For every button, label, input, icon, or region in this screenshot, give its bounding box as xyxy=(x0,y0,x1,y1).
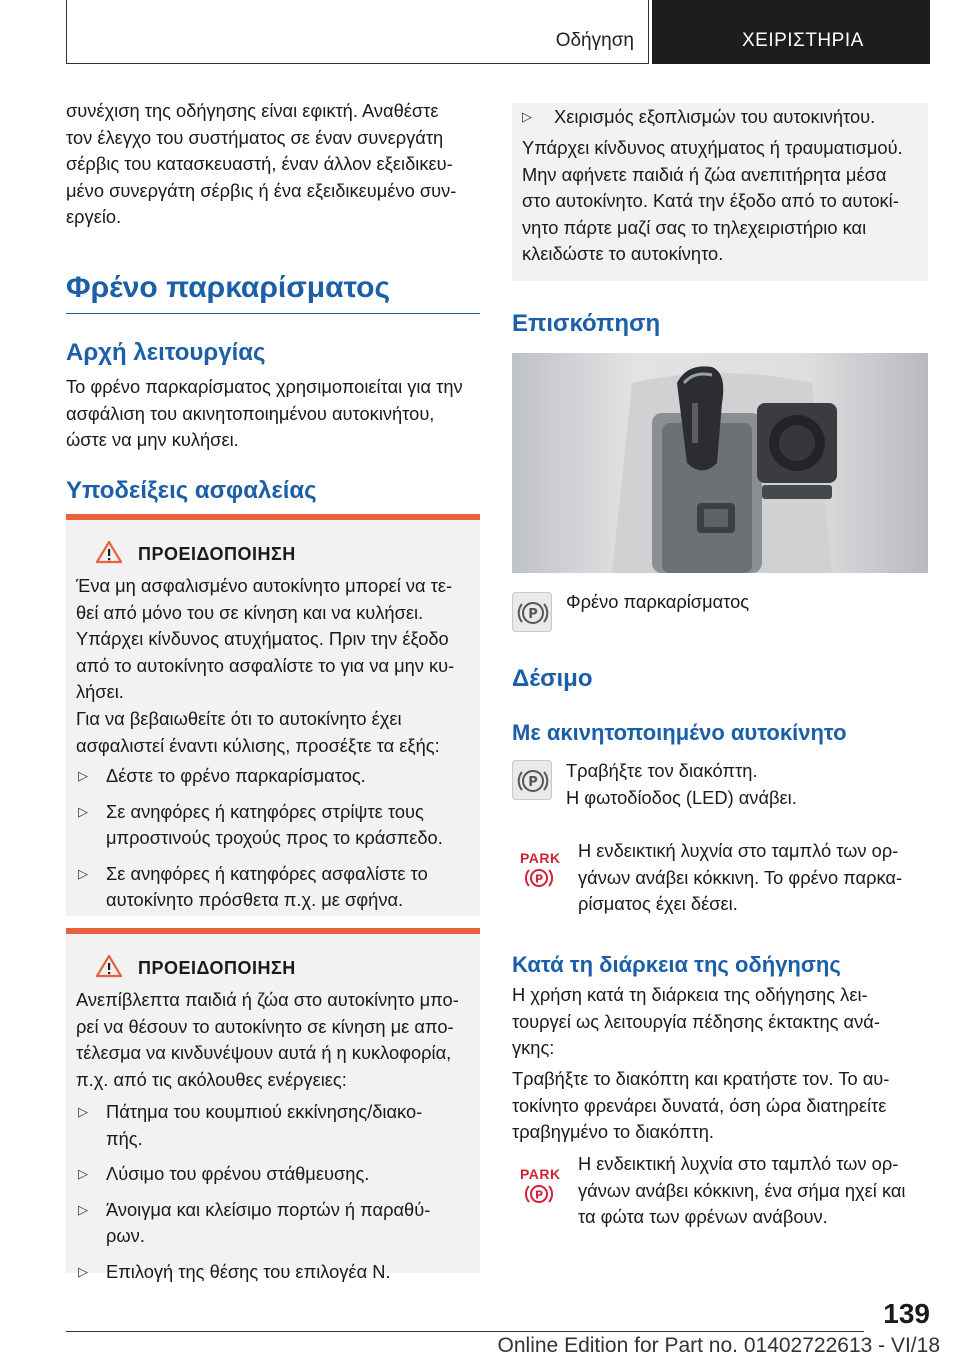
section-title: Φρένο παρκαρίσματος xyxy=(66,271,391,304)
text-line: π.χ. από τις ακόλουθες ενέργειες: xyxy=(76,1068,347,1090)
text-line: Η χρήση κατά τη διάρκεια της οδήγησης λει‐ xyxy=(512,984,868,1005)
bullet-text: μπροστινούς τροχούς προς το κράσπεδο. xyxy=(106,827,443,848)
text-line: λήσει. xyxy=(76,681,124,702)
warning-title-1: ΠΡΟΕΙΔΟΠΟΙΗΣΗ xyxy=(138,544,296,564)
text-line: τραβηγμένο το διακόπτη. xyxy=(512,1121,715,1142)
header-section: ΧΕΙΡΙΣΤΗΡΙΑ xyxy=(742,30,864,51)
text-line: Τραβήξτε τον διακόπτη. xyxy=(566,760,758,781)
bullet-text: Λύσιμο του φρένου στάθμευσης. xyxy=(106,1163,370,1184)
park-text-2 xyxy=(578,1151,928,1231)
svg-text:P: P xyxy=(528,775,538,790)
intro-paragraph xyxy=(66,98,480,231)
text-line: Τραβήξτε το διακόπτη και κρατήστε τον. Το αυ‐ xyxy=(512,1068,890,1089)
header-section-tab xyxy=(652,0,930,64)
text-line: ασφαλιστεί έναντι κύλισης, προσέξτε τα εξής: xyxy=(76,734,440,756)
bullet-text: Σε ανηφόρες ή κατηφόρες στρίψτε τους xyxy=(106,800,424,822)
warning-title-2: ΠΡΟΕΙΔΟΠΟΙΗΣΗ xyxy=(138,958,296,978)
text-line: Μην αφήνετε παιδιά ή ζώα ανεπιτήρητα μέσα xyxy=(522,163,887,185)
bullet-text: πής. xyxy=(106,1127,143,1149)
driving-text-1 xyxy=(512,982,928,1062)
bullet-text: Άνοιγμα και κλείσιμο πορτών ή παραθύ‐ xyxy=(106,1198,431,1220)
text-line: Ένα μη ασφαλισμένο αυτοκίνητο μπορεί να τε‐ xyxy=(76,575,453,596)
text-line: Η ενδεικτική λυχνία στο ταμπλό των ορ‐ xyxy=(578,840,899,861)
text-line: τουργεί ως λειτουργία πέδησης έκτακτης ανά‐ xyxy=(512,1010,880,1032)
apply-title: Δέσιμο xyxy=(512,665,593,692)
warning-text-2 xyxy=(66,987,480,1093)
stationary-text xyxy=(566,758,928,811)
text-line: γκης: xyxy=(512,1037,555,1058)
safety-title: Υποδείξεις ασφαλείας xyxy=(66,477,317,504)
warning-text-1 xyxy=(66,573,480,706)
text-line: νητο πάρτε μαζί σας το τηλεχειριστήριο και xyxy=(522,216,867,238)
parking-brake-switch-icon xyxy=(512,592,552,632)
driving-text-2 xyxy=(512,1066,928,1146)
bullet-text: ρων. xyxy=(106,1225,145,1246)
text-line: Για να βεβαιωθείτε ότι το αυτοκίνητο έχει xyxy=(76,708,402,729)
bullet-text: Επιλογή της θέσης του επιλογέα N. xyxy=(106,1260,391,1282)
warning-triangle-icon xyxy=(96,540,122,564)
driving-title: Κατά τη διάρκεια της οδήγησης xyxy=(512,952,841,977)
triangle-bullet-icon: ▷ xyxy=(78,768,88,783)
console-photo xyxy=(512,353,928,573)
parking-brake-switch-icon xyxy=(512,760,552,800)
text-line: γάνων ανάβει κόκκινη, ένα σήμα ηχεί και xyxy=(578,1179,906,1201)
triangle-bullet-icon: ▷ xyxy=(78,1166,88,1181)
triangle-bullet-icon: ▷ xyxy=(522,109,532,124)
park-indicator-icon: PARK P xyxy=(520,1166,561,1202)
warning-text-1b xyxy=(66,706,480,759)
bullet-text: Πάτημα του κουμπιού εκκίνησης/διακο‐ xyxy=(106,1101,423,1122)
text-line: συνέχιση της οδήγησης είναι εφικτή. Αναθέστε xyxy=(66,100,439,121)
park-text-1 xyxy=(578,838,928,918)
svg-text:P: P xyxy=(528,607,538,622)
bullet-text: αυτοκίνητο πρόσθετα π.χ. με σφήνα. xyxy=(106,889,404,910)
warning-triangle-icon xyxy=(96,954,122,978)
bullet-text: Δέστε το φρένο παρκαρίσματος. xyxy=(106,765,366,786)
page-number: 139 xyxy=(883,1298,930,1329)
photo-caption: Φρένο παρκαρίσματος xyxy=(566,591,750,612)
text-line: τέλεσμα να κινδυνέψουν αυτά ή η κυκλοφορία, xyxy=(76,1042,452,1063)
text-line: τα φώτα των φρένων ανάβουν. xyxy=(578,1206,828,1227)
text-line: εργείο. xyxy=(66,206,122,227)
section-rule xyxy=(66,313,480,314)
triangle-bullet-icon: ▷ xyxy=(78,803,88,819)
text-line: μένο συνεργάτη σέρβις ή ένα εξειδικευμένο συν‐ xyxy=(66,179,457,201)
header-chapter: Οδήγηση xyxy=(555,30,634,51)
text-line: ώστε να μην κυλήσει. xyxy=(66,429,239,450)
text-line: τον έλεγχο του συστήματος σε έναν συνεργάτη xyxy=(66,126,444,148)
header-chapter-tab xyxy=(66,0,649,64)
triangle-bullet-icon: ▷ xyxy=(78,865,88,881)
principle-text xyxy=(66,374,480,454)
footer-rule xyxy=(66,1331,864,1332)
stationary-title: Με ακινητοποιημένο αυτοκίνητο xyxy=(512,720,847,745)
text-line: στο αυτοκίνητο. Κατά την έξοδο από το αυτοκί‐ xyxy=(522,190,899,211)
text-line: κλειδώστε το αυτοκίνητο. xyxy=(522,243,724,264)
text-line: Ανεπίβλεπτα παιδιά ή ζώα στο αυτοκίνητο μπο‐ xyxy=(76,989,459,1010)
text-line: από το αυτοκίνητο ασφαλίστε το για να μην κυ‐ xyxy=(76,654,455,676)
park-indicator-icon: PARK P xyxy=(520,850,561,886)
bullet-text: Σε ανηφόρες ή κατηφόρες ασφαλίστε το xyxy=(106,862,428,884)
text-line: σέρβις του κατασκευαστή, έναν άλλον εξειδικευ‐ xyxy=(66,153,453,174)
text-line: Υπάρχει κίνδυνος ατυχήματος ή τραυματισμού. xyxy=(522,137,903,158)
svg-text:P: P xyxy=(534,872,544,886)
text-line: γάνων ανάβει κόκκινη. Το φρένο παρκα‐ xyxy=(578,866,903,888)
principle-title: Αρχή λειτουργίας xyxy=(66,339,266,366)
triangle-bullet-icon: ▷ xyxy=(78,1263,88,1279)
text-line: ασφάλιση του ακινητοποιημένου αυτοκινήτου, xyxy=(66,402,435,424)
text-line: τοκίνητο φρενάρει δυνατά, όση ώρα διατηρείτε xyxy=(512,1094,887,1116)
svg-text:P: P xyxy=(534,1188,544,1202)
text-line: ρίσματος έχει δέσει. xyxy=(578,893,738,914)
text-line: Το φρένο παρκαρίσματος χρησιμοποιείται για την xyxy=(66,376,463,397)
text-line: Υπάρχει κίνδυνος ατυχήματος. Πριν την έξοδο xyxy=(76,628,449,649)
text-line: θεί από μόνο του σε κίνηση και να κυλήσει. xyxy=(76,601,424,623)
footer-edition: Online Edition for Part no. 01402722613 - VI/18 xyxy=(497,1334,940,1357)
info-text xyxy=(512,135,928,268)
text-line: Η ενδεικτική λυχνία στο ταμπλό των ορ‐ xyxy=(578,1153,899,1174)
overview-title: Επισκόπηση xyxy=(512,310,661,337)
text-line: ρεί να θέσουν το αυτοκίνητο σε κίνηση με απο‐ xyxy=(76,1015,454,1037)
triangle-bullet-icon: ▷ xyxy=(78,1201,88,1217)
triangle-bullet-icon: ▷ xyxy=(78,1104,88,1119)
text-line: Η φωτοδίοδος (LED) ανάβει. xyxy=(566,786,797,808)
